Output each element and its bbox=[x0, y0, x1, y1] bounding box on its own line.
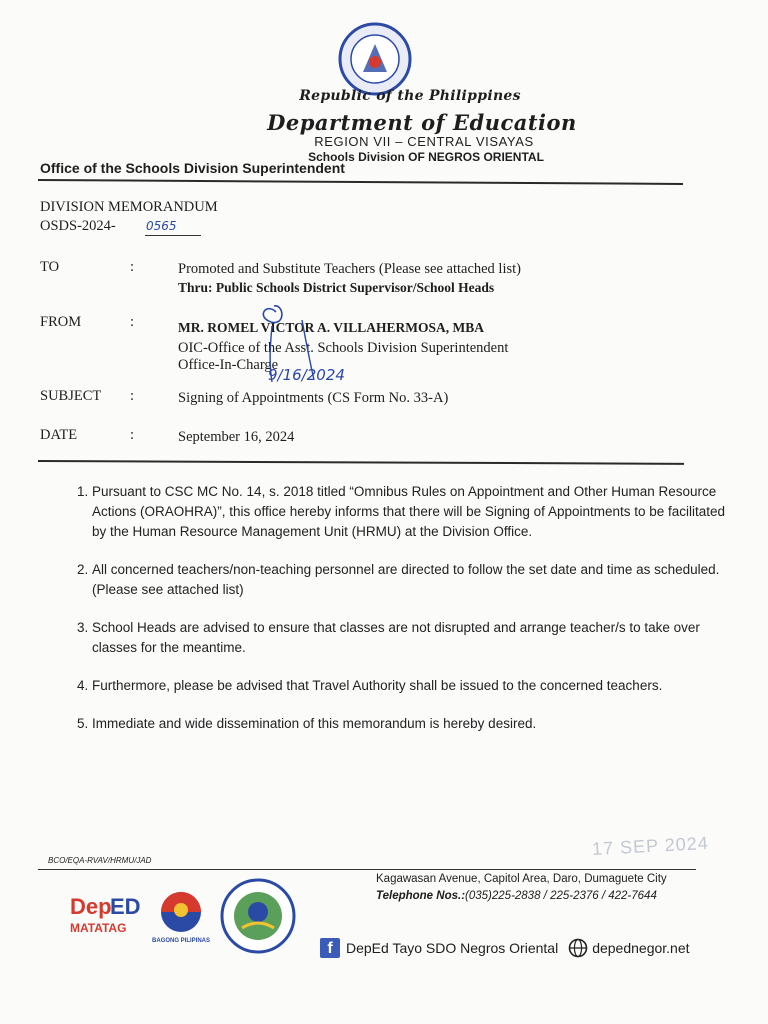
globe-icon bbox=[568, 938, 588, 958]
to-label: TO bbox=[40, 259, 60, 275]
memo-item: 2. All concerned teachers/non-teaching personnel are directed to follow the set date and time as scheduled. (Please see attached list) bbox=[92, 560, 732, 600]
from-colon: : bbox=[130, 314, 135, 330]
bagong-pilipinas-logo bbox=[150, 888, 212, 946]
sdo-negros-oriental-seal-icon bbox=[220, 878, 296, 954]
header-divider bbox=[38, 179, 683, 185]
memo-title: DIVISION MEMORANDUM bbox=[40, 199, 218, 215]
from-role: Office-In-Charge bbox=[178, 357, 279, 373]
footer-social bbox=[320, 938, 690, 958]
memo-item: 5. Immediate and wide dissemination of this memorandum is hereby desired. bbox=[92, 714, 732, 734]
svg-text:Dep: Dep bbox=[70, 894, 112, 919]
svg-text:BAGONG PILIPINAS: BAGONG PILIPINAS bbox=[151, 938, 211, 944]
memo-item: 1. Pursuant to CSC MC No. 14, s. 2018 titled “Omnibus Rules on Appointment and Other Human Resource Actions (ORAOHRA)”, this office hereby informs that there will be Signing of Appointments to be facilitated by the Human Resource Management Unit (HRMU) at the Division Office. bbox=[92, 482, 732, 542]
telephone-numbers: (035)225-2838 / 225-2376 / 422-7644 bbox=[465, 890, 657, 902]
memo-number-handwritten: 0565 bbox=[146, 219, 177, 233]
facebook-page[interactable]: DepEd Tayo SDO Negros Oriental bbox=[346, 940, 559, 956]
footer-divider bbox=[38, 869, 696, 870]
to-colon: : bbox=[130, 259, 135, 275]
from-name: MR. ROMEL VICTOR A. VILLAHERMOSA, MBA bbox=[178, 320, 485, 335]
memo-item: 3. School Heads are advised to ensure that classes are not disrupted and arrange teacher/s to take over classes for the meantime. bbox=[92, 618, 732, 658]
to-thru: Thru: Public Schools District Supervisor/School Heads bbox=[178, 280, 495, 295]
memo-items bbox=[58, 482, 732, 752]
date-colon: : bbox=[130, 427, 135, 443]
footer-address: Kagawasan Avenue, Capitol Area, Daro, Dumaguete City bbox=[376, 873, 667, 885]
header-region: REGION VII – CENTRAL VISAYAS bbox=[314, 134, 534, 149]
svg-text:ED: ED bbox=[110, 894, 141, 919]
header-division: Schools Division OF NEGROS ORIENTAL bbox=[308, 150, 544, 164]
header-republic: Republic of the Philippines bbox=[299, 88, 521, 104]
website-link[interactable]: depednegor.net bbox=[592, 940, 690, 956]
deped-matatag-logo bbox=[66, 888, 142, 942]
to-value: Promoted and Substitute Teachers (Please see attached list) bbox=[178, 261, 521, 277]
subject-colon: : bbox=[130, 388, 135, 404]
memo-number-underline bbox=[145, 235, 201, 236]
signed-date-handwritten: 9/16/2024 bbox=[268, 366, 345, 384]
subject-value: Signing of Appointments (CS Form No. 33-A) bbox=[178, 390, 449, 406]
memo-item: 4. Furthermore, please be advised that Travel Authority shall be issued to the concerned teachers. bbox=[92, 676, 732, 696]
header-department: Department of Education bbox=[267, 110, 577, 135]
facebook-icon: f bbox=[320, 938, 340, 958]
received-stamp: 17 SEP 2024 bbox=[591, 832, 710, 860]
svg-text:MATATAG: MATATAG bbox=[70, 921, 127, 935]
deped-seal-icon bbox=[338, 22, 412, 96]
subject-label: SUBJECT bbox=[40, 388, 102, 404]
body-divider bbox=[38, 460, 684, 465]
memo-number-prefix: OSDS-2024- bbox=[40, 218, 116, 234]
reference-initials: BCO/EQA-RVAV/HRMU/JAD bbox=[48, 856, 152, 865]
telephone-label: Telephone Nos.: bbox=[376, 890, 466, 902]
date-label: DATE bbox=[40, 427, 78, 443]
date-value: September 16, 2024 bbox=[178, 429, 295, 445]
from-label: FROM bbox=[40, 314, 82, 330]
office-title: Office of the Schools Division Superintendent bbox=[40, 160, 345, 176]
from-title: OIC-Office of the Asst. Schools Division Superintendent bbox=[178, 340, 509, 356]
footer-telephone bbox=[376, 890, 657, 902]
